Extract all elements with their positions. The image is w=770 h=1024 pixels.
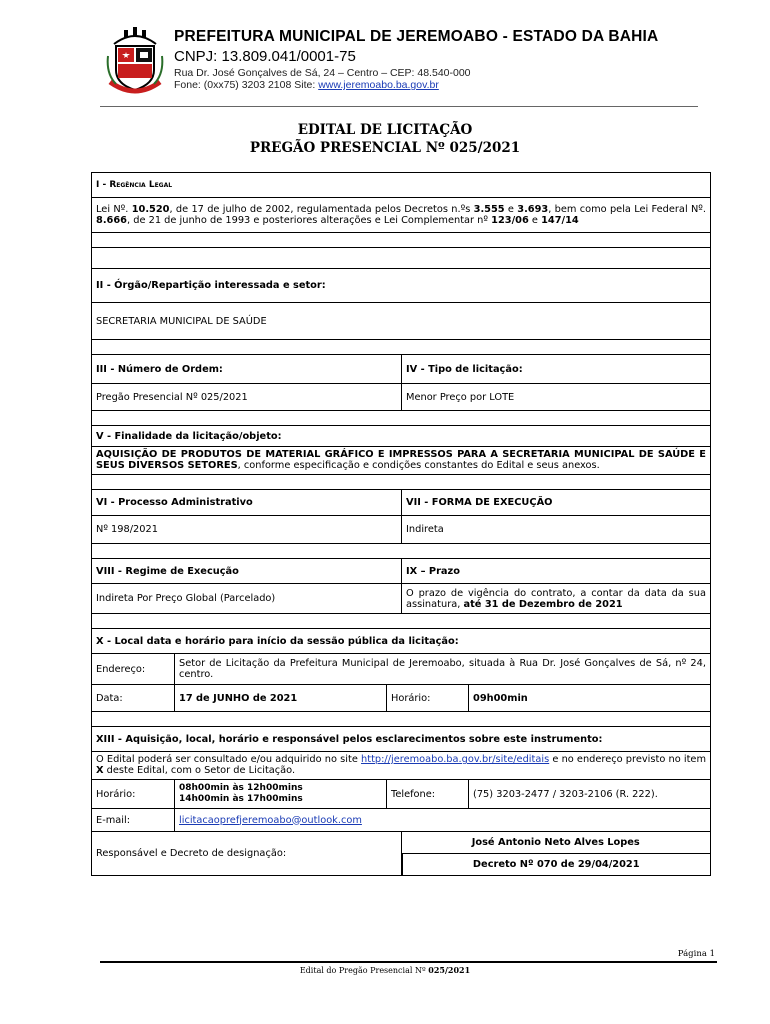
bid-type-heading: IV - Tipo de licitação: <box>401 355 710 383</box>
spacer-row <box>92 233 710 248</box>
order-number-value: Pregão Presencial Nº 025/2021 <box>96 391 248 403</box>
agency-value: SECRETARIA MUNICIPAL DE SAÚDE <box>96 315 267 327</box>
purpose-text: AQUISIÇÃO DE PRODUTOS DE MATERIAL GRÁFICO E IMPRESSOS PARA A SECRETARIA MUNICIPAL DE SAÚDE E SEUS DIVERSOS SETORES, conforme especificação e condições constantes do Edital e seus anexos. <box>96 449 706 471</box>
acquisition-text-row <box>92 752 710 780</box>
session-date-row <box>92 685 710 712</box>
process-value-row <box>92 516 710 544</box>
responsible-row <box>92 832 710 875</box>
footer-divider <box>100 961 717 963</box>
session-heading-row <box>92 629 710 654</box>
date-value: 17 de JUNHO de 2021 <box>174 685 386 711</box>
date-label: Data: <box>96 692 123 704</box>
phone: Fone: (0xx75) 3203 2108 <box>174 79 292 91</box>
spacer-row <box>92 340 710 355</box>
footer-text: Edital do Pregão Presencial Nº 025/2021 <box>299 965 471 975</box>
municipality-title: PREFEITURA MUNICIPAL DE JEREMOABO - ESTADO DA BAHIA <box>174 28 659 45</box>
address: Rua Dr. José Gonçalves de Sá, 24 – Centro – CEP: 48.540-000 <box>174 67 471 79</box>
edital-site-link[interactable]: http://jeremoabo.ba.gov.br/site/editais <box>361 754 550 765</box>
order-type-value-row <box>92 384 710 411</box>
process-value: Nº 198/2021 <box>96 524 158 535</box>
order-number-heading: III - Número de Ordem: <box>96 363 223 375</box>
phone-label: Telefone: <box>386 780 468 808</box>
letterhead <box>100 22 700 108</box>
execution-form-value: Indireta <box>401 516 710 543</box>
spacer-row <box>92 614 710 629</box>
hours-afternoon: 14h00min às 17h00mins <box>179 794 303 804</box>
email-link[interactable]: licitacaoprefjeremoabo@outlook.com <box>179 814 362 826</box>
legal-regime-heading: I - Regência Legal <box>96 180 173 190</box>
edital-table <box>91 172 711 876</box>
spacer-row <box>92 475 710 490</box>
phone-line <box>174 79 439 91</box>
hours-row <box>92 780 710 809</box>
phone-value: (75) 3203-2477 / 3203-2106 (R. 222). <box>468 780 710 808</box>
acquisition-heading-row <box>92 727 710 752</box>
agency-heading: II - Órgão/Repartição interessada e setor: <box>96 280 326 291</box>
time-label: Horário: <box>386 685 468 711</box>
document-subtitle: PREGÃO PRESENCIAL Nº 025/2021 <box>249 140 521 156</box>
purpose-heading-row <box>92 426 710 447</box>
email-row <box>92 809 710 832</box>
purpose-heading: V - Finalidade da licitação/objeto: <box>96 430 282 442</box>
spacer-row <box>92 411 710 426</box>
page-number: Página 1 <box>677 949 715 959</box>
agency-heading-row <box>92 269 710 303</box>
address-label: Endereço: <box>96 663 146 675</box>
term-heading: IX – Prazo <box>401 559 710 583</box>
legal-regime-text: Lei Nº. 10.520, de 17 de julho de 2002, regulamentada pelos Decretos n.ºs 3.555 e 3.693, bem como pela Lei Federal Nº. 8.666, de 21 de junho de 1993 e posteriores alterações e Lei Complementar nº 123/06 e 147/14 <box>96 204 707 226</box>
site-label: Site: <box>294 79 316 91</box>
document-title: EDITAL DE LICITAÇÃO <box>297 122 473 138</box>
legal-regime-row <box>92 198 710 233</box>
responsible-decree: Decreto Nº 070 de 29/04/2021 <box>402 854 711 875</box>
header-divider <box>100 106 698 107</box>
regime-heading: VIII - Regime de Execução <box>96 565 239 577</box>
regime-value: Indireta Por Preço Global (Parcelado) <box>96 593 276 604</box>
address-value: Setor de Licitação da Prefeitura Municipal de Jeremoabo, situada à Rua Dr. José Gonçalves de Sá, nº 24, centro. <box>179 658 706 680</box>
session-address-row <box>92 654 710 685</box>
bid-type-value: Menor Preço por LOTE <box>401 384 710 410</box>
term-value: O prazo de vigência do contrato, a contar da data da sua assinatura, até 31 de Dezembro de 2021 <box>406 587 706 610</box>
order-type-heading-row <box>92 355 710 384</box>
hours-morning: 08h00min às 12h00mins <box>179 783 303 793</box>
responsible-label: Responsável e Decreto de designação: <box>96 848 287 859</box>
cnpj: CNPJ: 13.809.041/0001-75 <box>174 48 356 65</box>
spacer-row <box>92 248 710 269</box>
purpose-value-row <box>92 447 710 475</box>
session-heading: X - Local data e horário para início da sessão pública da licitação: <box>96 635 459 647</box>
regime-value-row <box>92 584 710 614</box>
email-label: E-mail: <box>96 814 131 826</box>
execution-form-heading: VII - FORMA DE EXECUÇÃO <box>401 490 710 515</box>
acquisition-text: O Edital poderá ser consultado e/ou adquirido no site http://jeremoabo.ba.gov.br/site/editais e no endereço previsto no item X deste Edital, com o Setor de Licitação. <box>96 754 706 776</box>
responsible-name: José Antonio Neto Alves Lopes <box>402 832 711 854</box>
process-heading: VI - Processo Administrativo <box>96 497 253 508</box>
process-heading-row <box>92 490 710 516</box>
hours-label: Horário: <box>96 788 136 800</box>
acquisition-heading: XIII - Aquisição, local, horário e responsável pelos esclarecimentos sobre este instrumento: <box>96 733 603 745</box>
site-link[interactable]: www.jeremoabo.ba.gov.br <box>318 79 439 91</box>
regime-heading-row <box>92 559 710 584</box>
agency-value-row <box>92 303 710 340</box>
municipal-crest-icon <box>106 26 164 96</box>
spacer-row <box>92 712 710 727</box>
spacer-row <box>92 544 710 559</box>
time-value: 09h00min <box>468 685 710 711</box>
section-heading-row <box>92 173 710 198</box>
